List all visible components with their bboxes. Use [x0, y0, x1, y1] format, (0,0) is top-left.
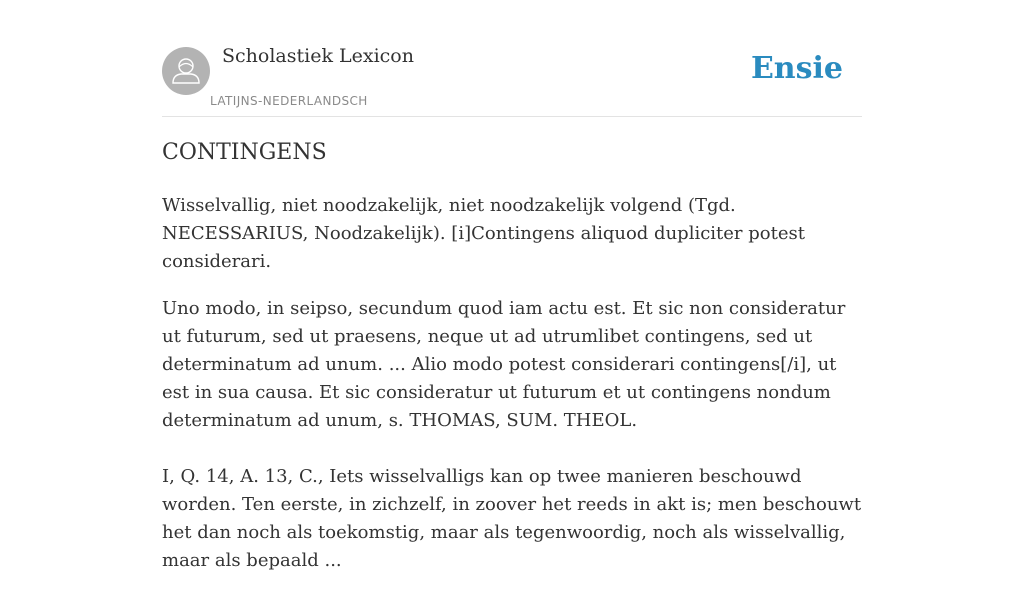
- lexicon-title[interactable]: Scholastiek Lexicon: [222, 45, 414, 67]
- entry-paragraph: Uno modo, in seipso, secundum quod iam actu est. Et sic non consideratur ut futurum, sed ut praesens, neque ut ad utrumlibet contingens, sed ut determinatum ad unum. ... Alio modo potest considerari contingens[/i], ut est in sua causa. Et sic consideratur ut futurum et ut contingens nondum determinatum ad unum, s. THOMAS, SUM. THEOL. I, Q. 14, A. 13, C., Iets wisselvalligs kan op twee manieren beschouwd worden. Ten eerste, in zichzelf, in zoover het reeds in akt is; men beschouwt het dan noch als toekomstig, maar als tegenwoordig, noch als wisselvallig, maar als bepaald ...: [162, 298, 862, 571]
- user-icon: [162, 47, 210, 95]
- entry-body: [162, 192, 862, 594]
- header: [162, 0, 862, 117]
- page: [162, 0, 862, 571]
- brand-logo[interactable]: Ensie: [750, 51, 843, 86]
- lexicon-subtitle: LATIJNS-NEDERLANDSCH: [210, 94, 368, 108]
- entry-title: CONTINGENS: [162, 140, 327, 165]
- entry-paragraph: Wisselvallig, niet noodzakelijk, niet noodzakelijk volgend (Tgd. NECESSARIUS, Noodzakelijk). [i]Contingens aliquod dupliciter potest considerari.: [162, 195, 805, 272]
- avatar[interactable]: [162, 47, 210, 95]
